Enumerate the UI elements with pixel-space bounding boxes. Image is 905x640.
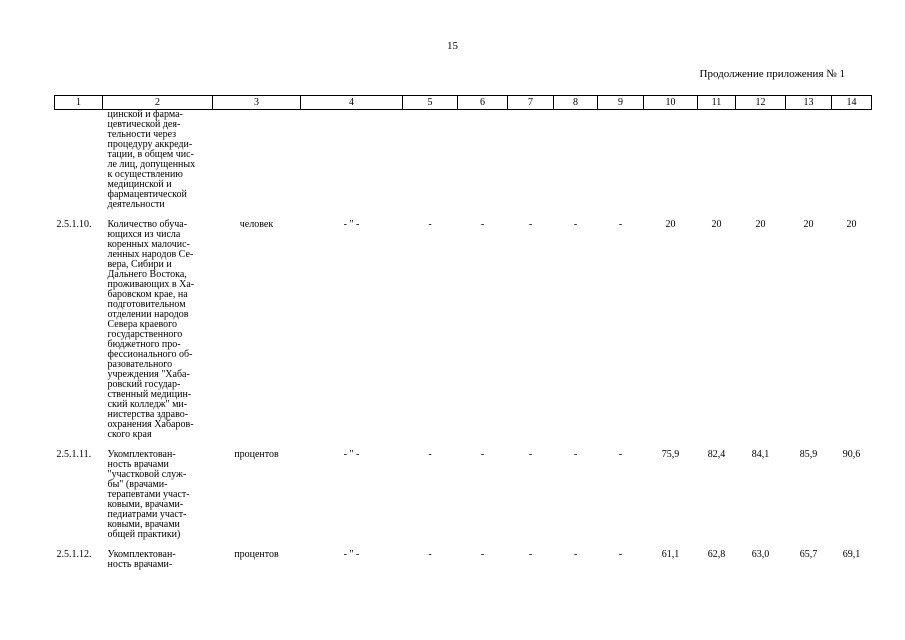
row-unit bbox=[213, 110, 301, 211]
row-value: 82,4 bbox=[707, 449, 726, 460]
row-value: - bbox=[618, 549, 623, 560]
row-value: 65,7 bbox=[799, 549, 818, 560]
row-value: 62,8 bbox=[707, 549, 726, 560]
row-value: - bbox=[618, 219, 623, 230]
column-header: 1 bbox=[55, 96, 103, 110]
row-value: - bbox=[618, 449, 623, 460]
column-number-row bbox=[55, 96, 872, 110]
row-value bbox=[554, 110, 598, 211]
row-value: - bbox=[528, 449, 533, 460]
table-row bbox=[55, 540, 872, 570]
row-value: 61,1 bbox=[661, 549, 680, 560]
row-value: - bbox=[428, 219, 432, 230]
column-header: 8 bbox=[554, 96, 598, 110]
row-value: - bbox=[428, 449, 432, 460]
row-code: 2.5.1.12. bbox=[56, 549, 92, 560]
row-value: 85,9 bbox=[799, 449, 818, 460]
row-value: 84,1 bbox=[751, 449, 770, 460]
column-header: 12 bbox=[736, 96, 786, 110]
row-value: - bbox=[573, 449, 578, 460]
row-code: 2.5.1.10. bbox=[56, 219, 92, 230]
row-code bbox=[55, 110, 103, 211]
column-header: 10 bbox=[644, 96, 698, 110]
row-value: 90,6 bbox=[842, 449, 861, 460]
row-name: Укомплектован- ность врачами- bbox=[107, 549, 176, 570]
row-value: 20 bbox=[846, 219, 857, 230]
page-number: 15 bbox=[447, 40, 458, 52]
row-value bbox=[644, 110, 698, 211]
column-header: 7 bbox=[508, 96, 554, 110]
row-value: - bbox=[480, 219, 485, 230]
column-header: 13 bbox=[786, 96, 832, 110]
row-value bbox=[786, 110, 832, 211]
row-unit: процентов bbox=[234, 449, 279, 460]
row-value: - bbox=[480, 449, 485, 460]
row-value: - bbox=[573, 219, 578, 230]
row-unit: процентов bbox=[234, 549, 279, 560]
row-value: - bbox=[528, 549, 533, 560]
row-unit: человек bbox=[239, 219, 274, 230]
row-value: 20 bbox=[755, 219, 766, 230]
column-header: 9 bbox=[598, 96, 644, 110]
column-header: 2 bbox=[103, 96, 213, 110]
row-value: 69,1 bbox=[842, 549, 861, 560]
column-header: 14 bbox=[832, 96, 872, 110]
row-value: - bbox=[528, 219, 533, 230]
table-row bbox=[55, 210, 872, 440]
row-value: 63,0 bbox=[751, 549, 770, 560]
column-header: 6 bbox=[458, 96, 508, 110]
row-value: - bbox=[573, 549, 578, 560]
row-value bbox=[508, 110, 554, 211]
row-value: 20 bbox=[711, 219, 722, 230]
row-value: - bbox=[428, 549, 432, 560]
row-value: 75,9 bbox=[661, 449, 680, 460]
row-value: - bbox=[480, 549, 485, 560]
column-header: 5 bbox=[403, 96, 458, 110]
row-value bbox=[832, 110, 872, 211]
column-header: 3 bbox=[213, 96, 301, 110]
row-value bbox=[403, 110, 458, 211]
row-name: Количество обуча- ющихся из числа коренных малочис- ленных народов Се- вера, Сибири и Дальнего Востока, проживающих в Ха- баровском крае, на подготовительном отделении народов Севера краевого государственного бюджетного про- фессионального об- разовательного учреждения "Хаба- ровский государ- ственный медицин- ский колледж" ми- нистерства здраво- охранения Хабаров- ского края bbox=[107, 219, 195, 440]
continuation-label: Продолжение приложения № 1 bbox=[699, 68, 845, 80]
column-header: 4 bbox=[301, 96, 403, 110]
table-row bbox=[55, 110, 872, 211]
row-source: - " - bbox=[343, 219, 360, 230]
row-value bbox=[458, 110, 508, 211]
row-name: Укомплектован- ность врачами "участковой служ- бы" (врачами- терапевтами участ- ковыми, врачами- педиатрами участ- ковыми, врачами общей практики) bbox=[107, 449, 190, 540]
row-value bbox=[736, 110, 786, 211]
table-row bbox=[55, 440, 872, 540]
row-source: - " - bbox=[343, 549, 360, 560]
row-value: 20 bbox=[665, 219, 676, 230]
row-code: 2.5.1.11. bbox=[56, 449, 92, 460]
column-header: 11 bbox=[698, 96, 736, 110]
row-value bbox=[598, 110, 644, 211]
row-name: цинской и фарма- цевтической дея- тельности через процедуру аккреди- тации, в общем чис- ле лиц, допущенных к осуществлению медицинской и фармацевтической деятельности bbox=[107, 109, 196, 210]
row-source bbox=[301, 110, 403, 211]
row-value bbox=[698, 110, 736, 211]
row-value: 20 bbox=[803, 219, 814, 230]
indicators-table bbox=[54, 95, 872, 570]
row-source: - " - bbox=[343, 449, 360, 460]
